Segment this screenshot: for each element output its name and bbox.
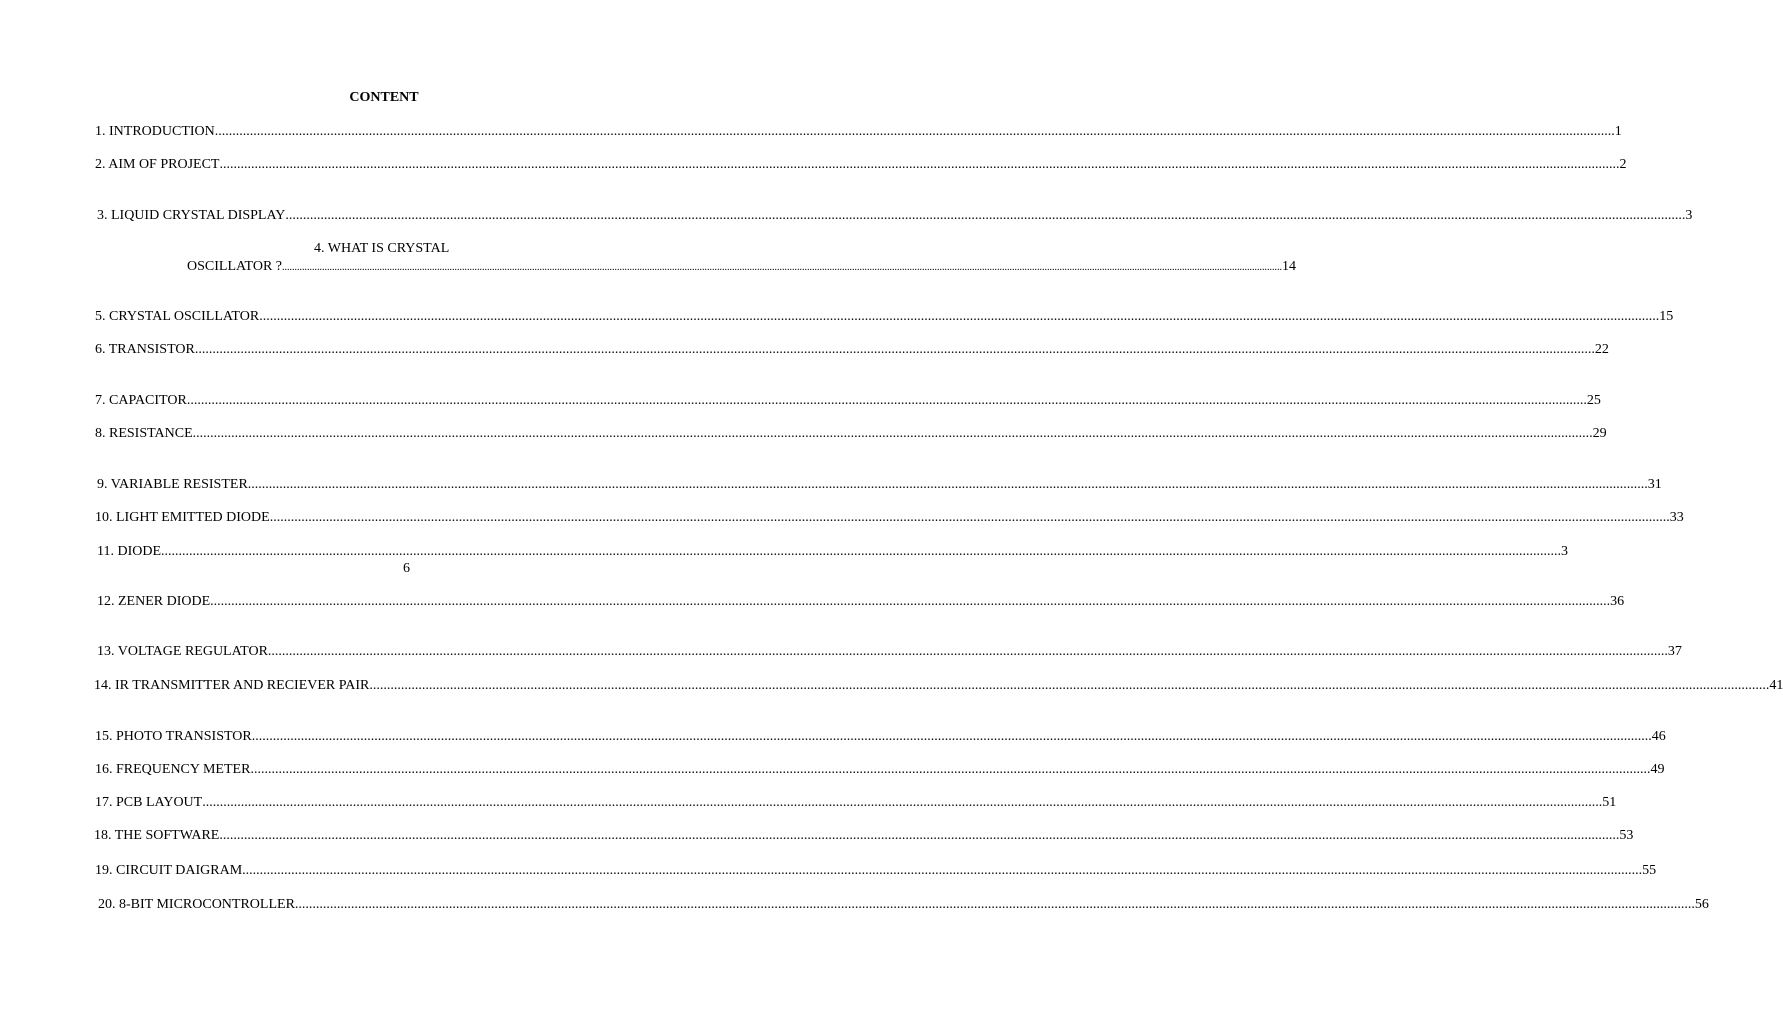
toc-entry-10: [95, 509, 1684, 527]
toc-page: 25: [1586, 393, 1601, 408]
toc-leader: ................................................................................................................................................................................................................................................................................................................................................................................................................: [242, 863, 1643, 878]
toc-entry-4: [187, 258, 1297, 276]
toc-page: 53: [1619, 828, 1634, 843]
toc-label: 6. TRANSISTOR: [95, 342, 195, 357]
toc-page: 46: [1651, 729, 1666, 744]
toc-entry-4-line1: 4. WHAT IS CRYSTAL: [314, 241, 450, 256]
content-title: CONTENT: [349, 90, 419, 105]
toc-page: 37: [1667, 644, 1682, 659]
toc-label: 20. 8-BIT MICROCONTROLLER: [98, 897, 295, 912]
toc-label: 12. ZENER DIODE: [97, 594, 211, 609]
toc-leader: ................................................................................................................................................................................................................................................................................................................................................................................................................: [210, 594, 1611, 609]
toc-label: 3. LIQUID CRYSTAL DISPLAY: [97, 208, 286, 223]
toc-entry-5: [95, 308, 1674, 326]
toc-label: 17. PCB LAYOUT: [95, 795, 203, 810]
toc-label: 8. RESISTANCE: [95, 426, 193, 441]
toc-page: 3: [1685, 208, 1693, 223]
toc-label: OSCILLATOR ?: [187, 259, 283, 274]
toc-entry-18: [94, 827, 1634, 845]
toc-label: 13. VOLTAGE REGULATOR: [97, 644, 268, 659]
toc-leader: ................................................................................................................................................................................................................................................................................................................................................................................................................: [250, 762, 1651, 777]
toc-entry-11-page-wrap: 6: [403, 561, 410, 576]
toc-entry-3: [97, 207, 1693, 225]
toc-entry-11: [97, 543, 1569, 561]
toc-leader: ................................................................................................................................................................................................................................................................................................................................................................................................................: [202, 795, 1603, 810]
toc-label: 11. DIODE: [97, 544, 162, 559]
toc-leader: ................................................................................................................................................................................................................................................................................................................................................................................................................: [369, 678, 1770, 693]
toc-leader: ................................................................................................................................................................................................................................................................................................................................................................................................................: [192, 426, 1593, 441]
toc-leader: ................................................................................................................................................................................................................................................................................................................................................................................................................: [219, 157, 1620, 172]
toc-page: 41: [1769, 678, 1783, 693]
toc-label: 1. INTRODUCTION: [95, 124, 215, 139]
toc-leader: ................................................................................................................................................................................................................................................................................................................................................................................................................: [294, 897, 1695, 912]
toc-leader: ................................................................................................................................................................................................................................................................................................................................................................................................................: [267, 644, 1668, 659]
toc-entry-12: [97, 593, 1625, 611]
toc-page: 56: [1694, 897, 1709, 912]
toc-leader: ................................................................................................................................................................................................................................................................................................................................................................................................................: [285, 208, 1686, 223]
toc-page: 49: [1650, 762, 1665, 777]
toc-page: 31: [1647, 477, 1662, 492]
toc-entry-17: [95, 794, 1617, 812]
toc-page: 15: [1659, 309, 1674, 324]
toc-leader: ................................................................................................................................................................................................................................................................................................................................................................................................................: [259, 309, 1660, 324]
toc-entry-13: [97, 643, 1682, 661]
toc-leader: ................................................................................................................................................................................................................................................................................................................................................................................................................: [269, 510, 1670, 525]
toc-page: 55: [1642, 863, 1657, 878]
toc-entry-20: [98, 896, 1709, 914]
toc-entry-7: [95, 392, 1601, 410]
toc-entry-16: [95, 761, 1665, 779]
toc-label: 10. LIGHT EMITTED DIODE: [95, 510, 270, 525]
toc-label: 14. IR TRANSMITTER AND RECIEVER PAIR: [94, 678, 370, 693]
toc-page: 51: [1602, 795, 1617, 810]
toc-leader: ................................................................................................................................................................................................................................................................................................................................................................................................................: [214, 124, 1615, 139]
toc-label: 18. THE SOFTWARE: [94, 828, 220, 843]
toc-label: 19. CIRCUIT DAIGRAM: [95, 863, 243, 878]
toc-page: 2: [1619, 157, 1627, 172]
toc-page: 22: [1594, 342, 1609, 357]
toc-entry-19: [95, 862, 1657, 880]
toc-page: 3: [1561, 544, 1569, 559]
toc-label: 5. CRYSTAL OSCILLATOR: [95, 309, 260, 324]
toc-label: 2. AIM OF PROJECT: [95, 157, 220, 172]
toc-leader: ................................................................................................................................................................................................................................................................................................................................................................................................................: [251, 729, 1652, 744]
toc-entry-14: [94, 677, 1783, 695]
toc-page: 33: [1669, 510, 1684, 525]
toc-entry-9: [97, 476, 1662, 494]
toc-page: 14: [1282, 259, 1297, 274]
toc-entry-6: [95, 341, 1609, 359]
toc-label: 16. FREQUENCY METER: [95, 762, 251, 777]
toc-page: 1: [1614, 124, 1622, 139]
toc-entry-15: [95, 728, 1666, 746]
toc-page: 36: [1610, 594, 1625, 609]
toc-label: 9. VARIABLE RESISTER: [97, 477, 248, 492]
toc-entry-8: [95, 425, 1607, 443]
toc-leader: ................................................................................................................................................................................................................................................................................................................................................................................................................: [186, 393, 1587, 408]
toc-label: 15. PHOTO TRANSISTOR: [95, 729, 252, 744]
toc-leader: ................................................................................................................................................................................................................................................................................................................................................................................................................: [247, 477, 1648, 492]
toc-leader: ................................................................................................................................................................................................................................................................................................................................................................................................................: [219, 828, 1620, 843]
toc-page: 29: [1592, 426, 1607, 441]
toc-leader: ................................................................................................................................................................................................................................................................................................................................................................................................................: [194, 342, 1595, 357]
toc-entry-1: [95, 123, 1622, 141]
toc-entry-2: [95, 156, 1627, 174]
toc-label: 7. CAPACITOR: [95, 393, 187, 408]
toc-leader: ................................................................................................................................................................................................................................................................................................................................................................................................................: [282, 262, 1283, 273]
toc-leader: ................................................................................................................................................................................................................................................................................................................................................................................................................: [161, 544, 1562, 559]
